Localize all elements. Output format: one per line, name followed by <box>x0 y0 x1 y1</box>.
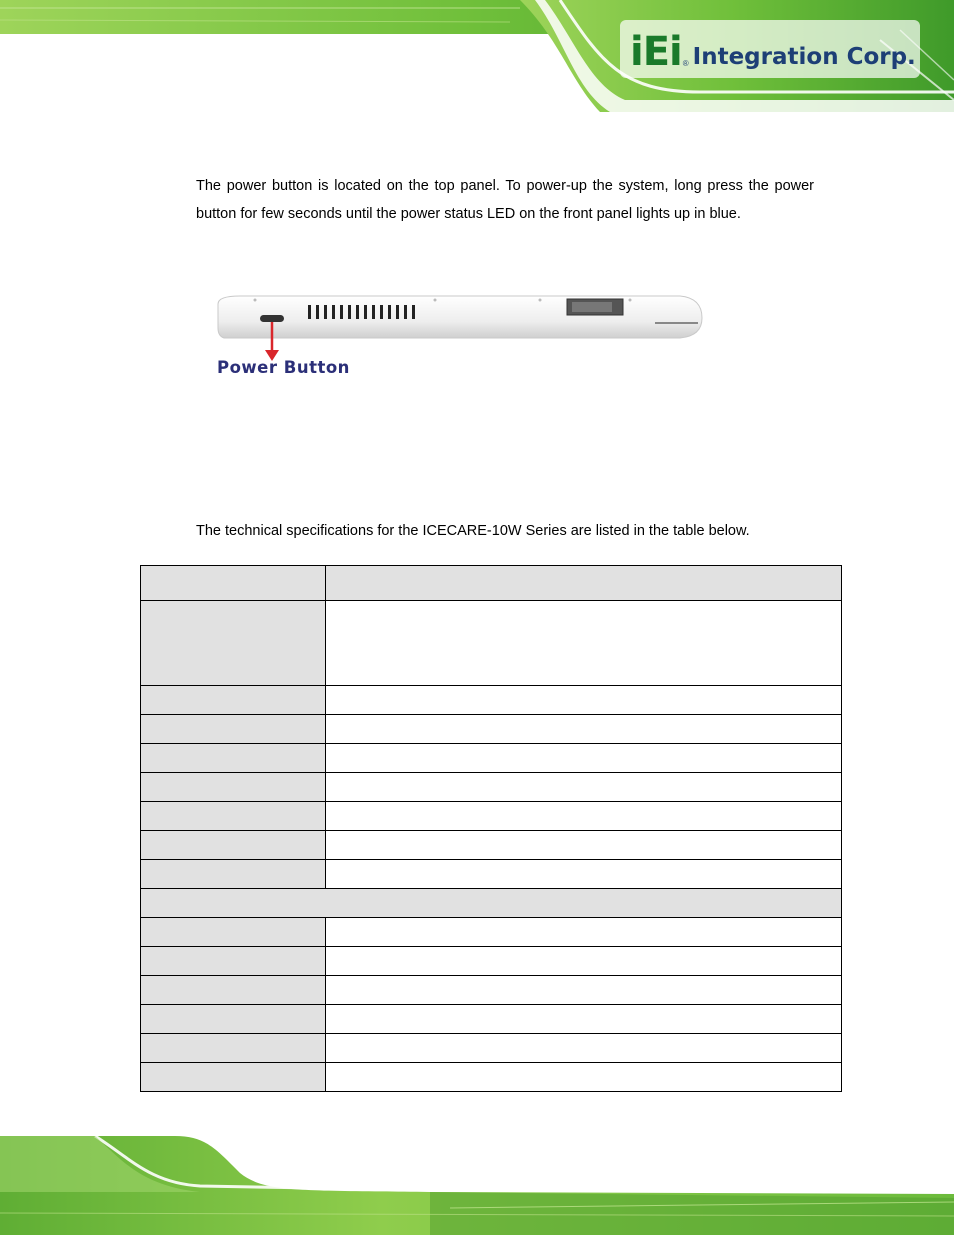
spec-value-cell <box>326 601 842 686</box>
spec-value-cell <box>326 744 842 773</box>
spec-value-cell <box>326 773 842 802</box>
footer-banner <box>0 1128 954 1235</box>
spec-key-cell <box>141 1034 326 1063</box>
table-header-cell <box>141 566 326 601</box>
table-row <box>141 1063 842 1092</box>
table-row <box>141 860 842 889</box>
table-row <box>141 744 842 773</box>
spec-value-cell <box>326 1034 842 1063</box>
spec-value-cell <box>326 976 842 1005</box>
specifications-table <box>140 565 842 1092</box>
spec-key-cell <box>141 947 326 976</box>
spec-value-cell <box>326 686 842 715</box>
table-row <box>141 1034 842 1063</box>
table-header-cell <box>326 566 842 601</box>
spec-value-cell <box>326 1063 842 1092</box>
spec-key-cell <box>141 1063 326 1092</box>
spec-value-cell <box>326 802 842 831</box>
spec-key-cell <box>141 918 326 947</box>
table-section-row <box>141 889 842 918</box>
spec-value-cell <box>326 831 842 860</box>
table-row <box>141 601 842 686</box>
spec-value-cell <box>326 1005 842 1034</box>
device-top-panel-image <box>210 290 710 350</box>
logo-registered-mark: ® <box>682 59 689 68</box>
table-row <box>141 715 842 744</box>
table-row <box>141 1005 842 1034</box>
spec-key-cell <box>141 860 326 889</box>
spec-key-cell <box>141 686 326 715</box>
section-title-cell <box>141 889 842 918</box>
specs-intro-paragraph: The technical specifications for the ICECARE-10W Series are listed in the table below. <box>196 523 750 539</box>
table-row <box>141 947 842 976</box>
spec-key-cell <box>141 601 326 686</box>
spec-value-cell <box>326 947 842 976</box>
table-row <box>141 918 842 947</box>
spec-key-cell <box>141 802 326 831</box>
spec-key-cell <box>141 831 326 860</box>
table-row <box>141 686 842 715</box>
company-logo <box>630 28 916 75</box>
spec-key-cell <box>141 773 326 802</box>
logo-text: Integration Corp. <box>692 44 916 70</box>
logo-mark: iEi <box>630 29 682 75</box>
spec-key-cell <box>141 715 326 744</box>
table-row <box>141 802 842 831</box>
table-header-row <box>141 566 842 601</box>
spec-value-cell <box>326 918 842 947</box>
spec-value-cell <box>326 715 842 744</box>
table-row <box>141 831 842 860</box>
spec-key-cell <box>141 976 326 1005</box>
table-row <box>141 976 842 1005</box>
power-button-paragraph: The power button is located on the top panel. To power-up the system, long press the power button for few seconds until the power status LED on the front panel lights up in blue. <box>196 178 814 222</box>
spec-key-cell <box>141 744 326 773</box>
spec-value-cell <box>326 860 842 889</box>
spec-key-cell <box>141 1005 326 1034</box>
table-row <box>141 773 842 802</box>
power-button-label: Power Button <box>217 358 350 377</box>
